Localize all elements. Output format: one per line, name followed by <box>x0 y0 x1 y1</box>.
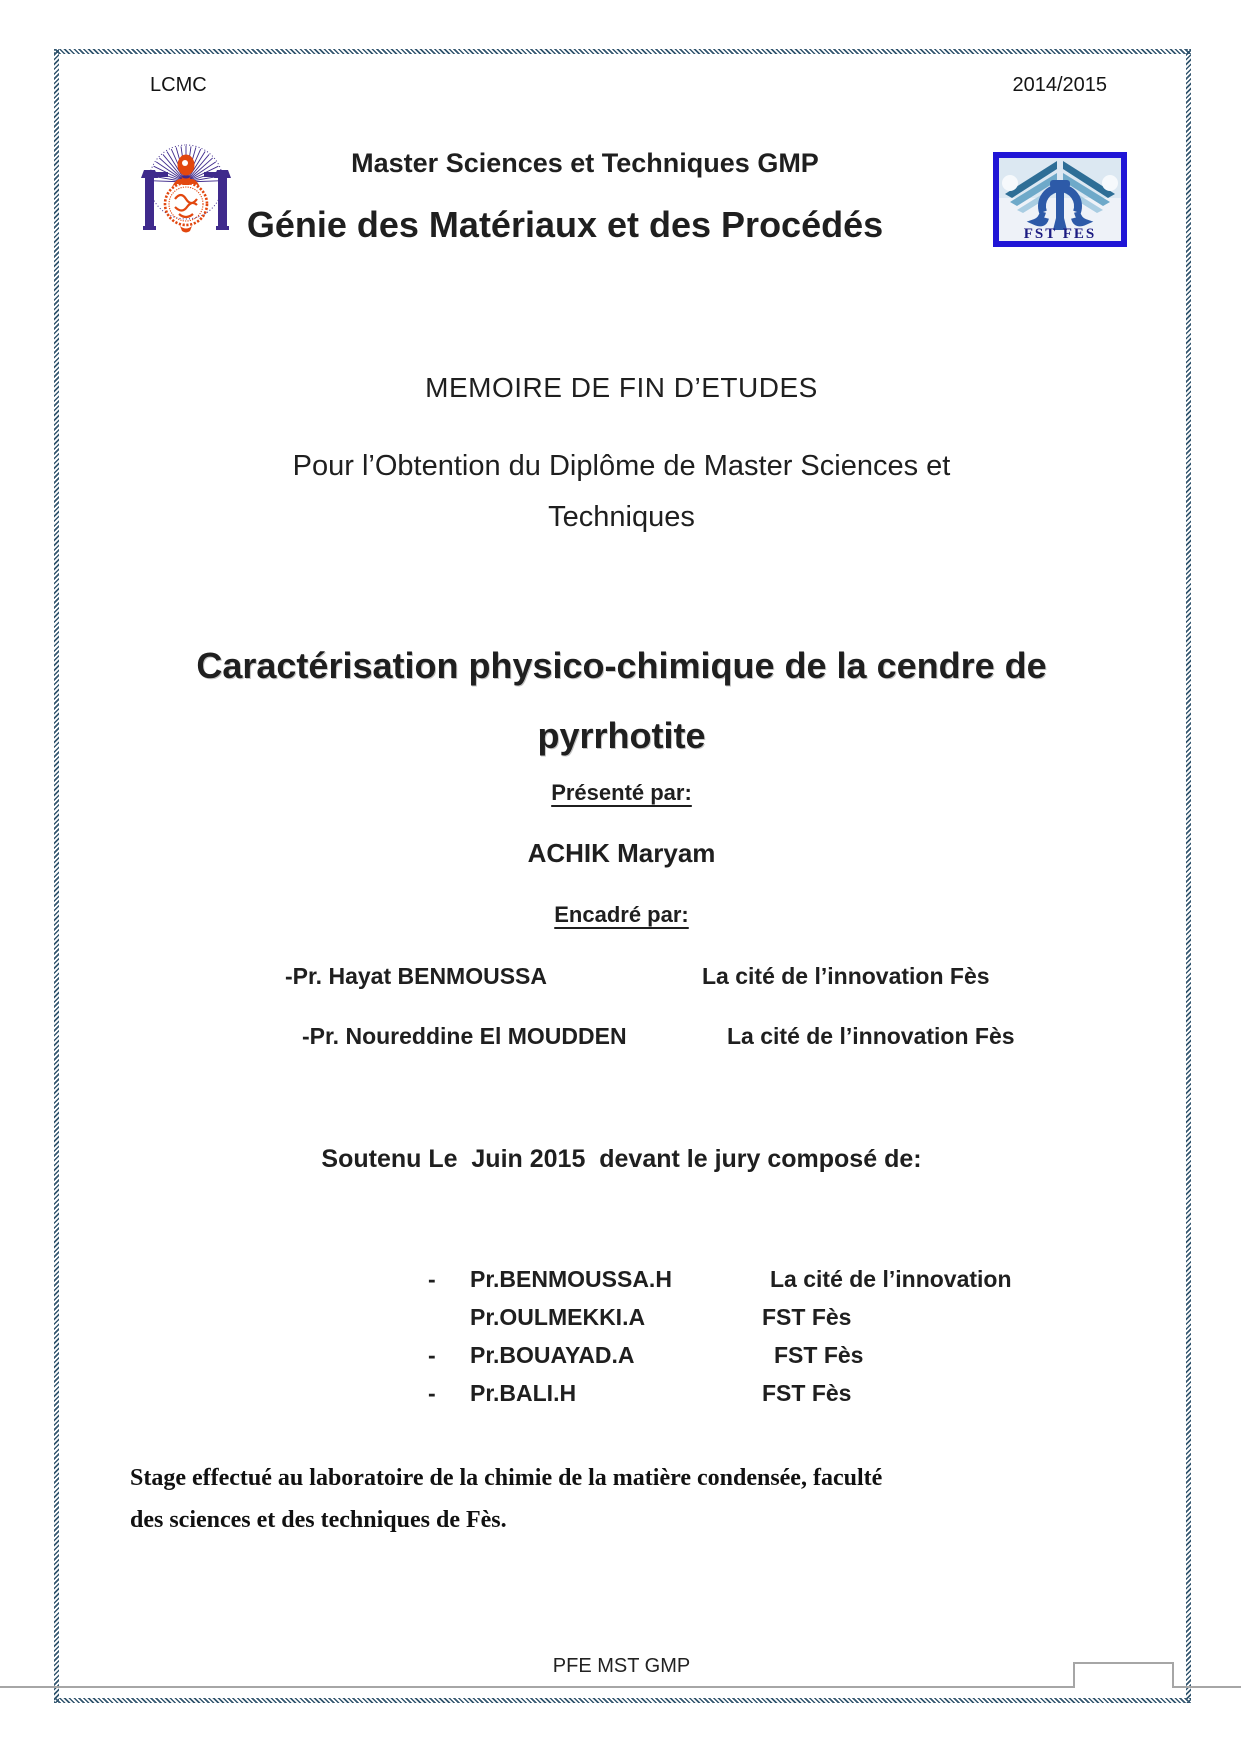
program-specialty: Génie des Matériaux et des Procédés <box>246 204 884 245</box>
page-border-left <box>54 49 59 1703</box>
page-number-box <box>1073 1662 1174 1688</box>
header-academic-year: 2014/2015 <box>1012 74 1107 96</box>
footer-rule <box>0 1686 1241 1688</box>
header-lab-code: LCMC <box>150 74 207 96</box>
footer-text: PFE MST GMP <box>552 1655 691 1677</box>
program-name: Master Sciences et Techniques GMP <box>351 148 819 178</box>
fst-logo-graphic <box>993 152 1127 247</box>
jury-member-affiliation: FST Fès <box>774 1342 864 1368</box>
author-name: ACHIK Maryam <box>527 838 716 868</box>
page-border-right <box>1186 49 1191 1703</box>
jury-member-affiliation: FST Fès <box>762 1304 852 1330</box>
jury-member-name: Pr.OULMEKKI.A <box>470 1304 646 1330</box>
jury-member-row <box>0 1266 1241 1296</box>
supervisor-affiliation: La cité de l’innovation Fès <box>702 963 990 989</box>
jury-member-affiliation: FST Fès <box>762 1380 852 1406</box>
internship-note-line2: des sciences et des techniques de Fès. <box>130 1507 507 1533</box>
jury-member-row <box>0 1342 1241 1372</box>
defense-statement: Soutenu Le Juin 2015 devant le jury composé de: <box>321 1145 922 1173</box>
presented-by-label: Présenté par: <box>551 780 692 805</box>
jury-bullet: - <box>428 1266 436 1292</box>
supervised-by-label: Encadré par: <box>554 902 689 927</box>
jury-member-affiliation: La cité de l’innovation <box>770 1266 1012 1292</box>
jury-member-row <box>0 1304 1241 1334</box>
page-border-bottom <box>54 1698 1191 1703</box>
supervisor-name: -Pr. Noureddine El MOUDDEN <box>302 1023 627 1049</box>
supervisor-name: -Pr. Hayat BENMOUSSA <box>285 963 548 989</box>
memoire-heading: MEMOIRE DE FIN D’ETUDES <box>425 372 818 403</box>
page-border-top <box>54 49 1191 54</box>
supervisor-affiliation: La cité de l’innovation Fès <box>727 1023 1015 1049</box>
fst-logo-caption: FST FES <box>1023 226 1097 242</box>
fst-logo <box>993 152 1127 247</box>
jury-bullet: - <box>428 1342 436 1368</box>
jury-member-name: Pr.BOUAYAD.A <box>470 1342 635 1368</box>
memoire-subheading-line2: Techniques <box>548 501 695 533</box>
thesis-title-line2: pyrrhotite <box>537 715 706 756</box>
jury-member-name: Pr.BENMOUSSA.H <box>470 1266 672 1292</box>
jury-member-name: Pr.BALI.H <box>470 1380 577 1406</box>
thesis-title-line1: Caractérisation physico-chimique de la cendre de <box>196 645 1047 686</box>
memoire-subheading-line1: Pour l’Obtention du Diplôme de Master Sciences et <box>292 450 951 482</box>
internship-note-line1: Stage effectué au laboratoire de la chimie de la matière condensée, faculté <box>130 1465 883 1491</box>
jury-member-row <box>0 1380 1241 1410</box>
jury-bullet: - <box>428 1380 436 1406</box>
